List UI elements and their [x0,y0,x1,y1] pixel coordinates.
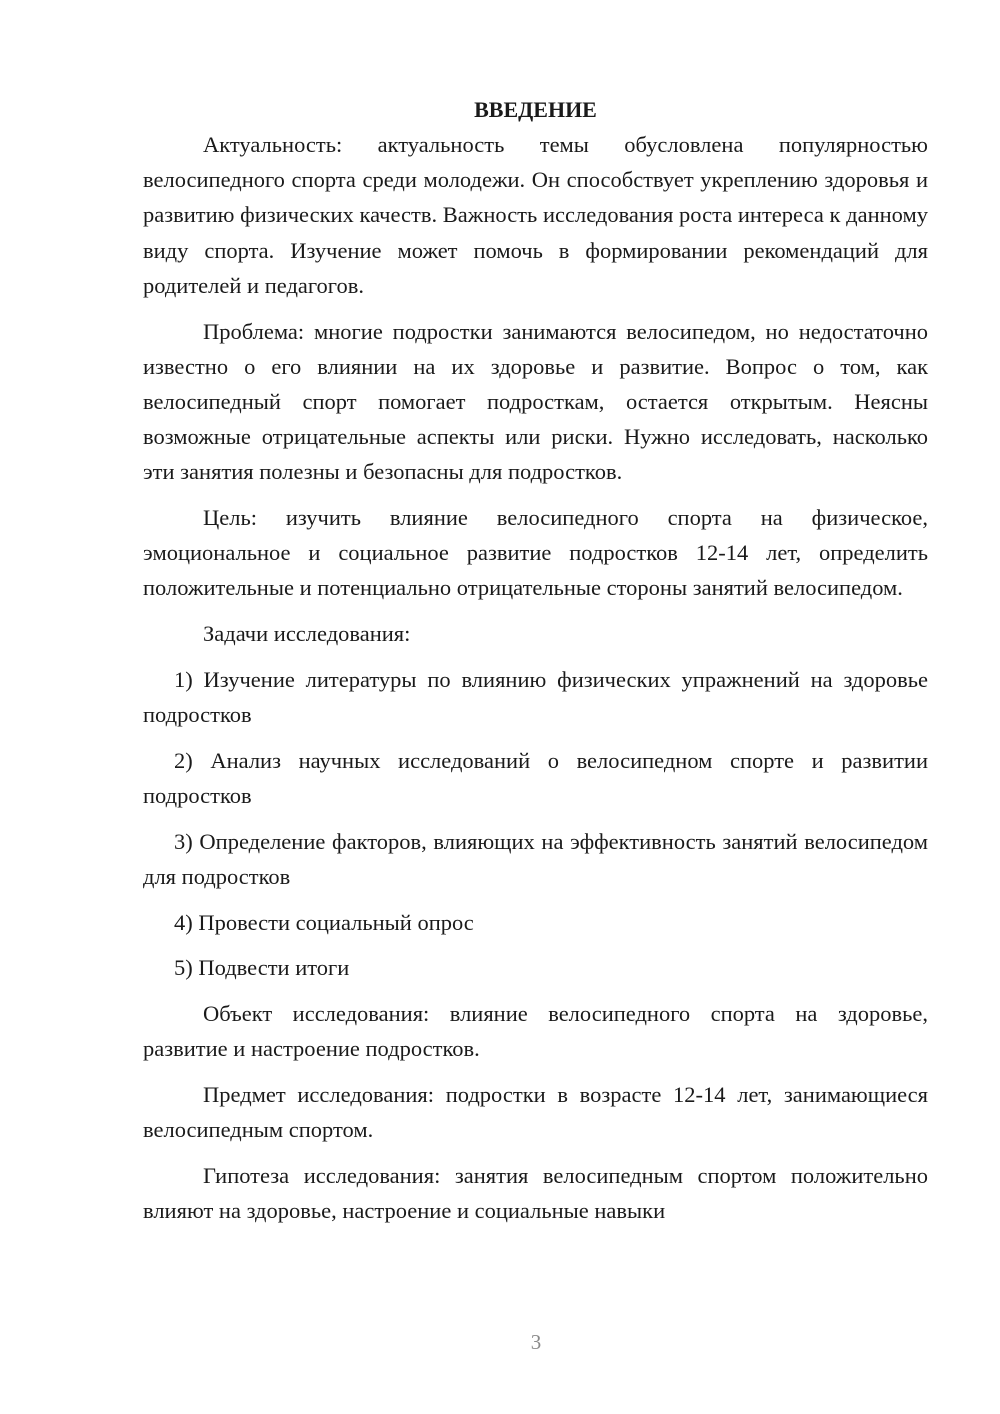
hypothesis-paragraph: Гипотеза исследования: занятия велосипедным спортом положительно влияют на здоровье, настроение и социальные навыки [143,1162,928,1223]
subject-paragraph: Предмет исследования: подростки в возрасте 12-14 лет, занимающиеся велосипедным спортом. [143,1081,928,1143]
problem-paragraph: Проблема: многие подростки занимаются велосипедом, но недостаточно известно о его влиянии на их здоровье и развитие. Вопрос о том, как велосипедный спорт помогает подросткам, остается открытым. Неясны возможные отрицательные аспекты или риски. Нужно исследовать, насколько эти занятия полезны и безопасны для подростков. [143,318,928,485]
page-number: 3 [530,1330,542,1354]
task-item-5: 5) Подвести итоги [174,955,350,981]
tasks-heading: Задачи исследования: [203,621,411,647]
goal-paragraph: Цель: изучить влияние велосипедного спорта на физическое, эмоциональное и социальное развитие подростков 12-14 лет, определить положительные и потенциально отрицательные стороны занятий велосипедом. [143,505,928,601]
task-item-4: 4) Провести социальный опрос [174,909,474,935]
task-item-2: 2) Анализ научных исследований о велосипедном спорте и развитии подростков [143,747,928,808]
task-item-1: 1) Изучение литературы по влиянию физических упражнений на здоровье подростков [143,666,928,728]
relevance-paragraph: Актуальность: актуальность темы обусловлена популярностью велосипедного спорта среди молодежи. Он способствует укреплению здоровья и развитию физических качеств. Важность исследования роста интереса к данному виду спорта. Изучение может помочь в формировании рекомендаций для родителей и педагогов. [143,132,928,298]
document-body [143,92,928,1228]
task-item-3: 3) Определение факторов, влияющих на эффективность занятий велосипедом для подростков [143,828,928,889]
object-paragraph: Объект исследования: влияние велосипедного спорта на здоровье, развитие и настроение подростков. [143,1000,928,1062]
page-title: ВВЕДЕНИЕ [474,97,597,122]
